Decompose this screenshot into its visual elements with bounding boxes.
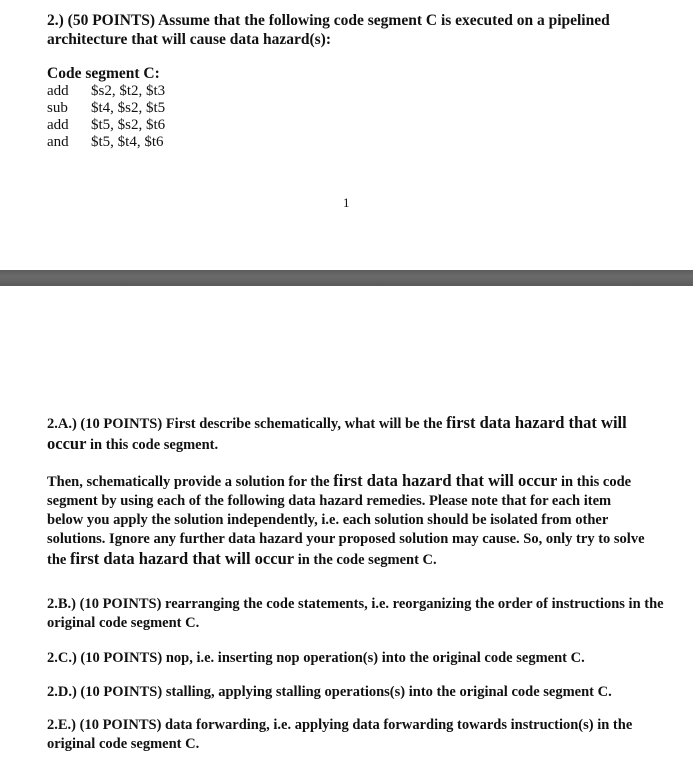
then-paragraph — [47, 471, 647, 570]
then-emphasis-2: first data hazard that will occur — [69, 549, 295, 568]
part-b-paragraph: 2.B.) (10 POINTS) rearranging the code statements, i.e. reorganizing the order of instructions in the original code segment C. — [47, 596, 664, 631]
code-line — [47, 134, 164, 151]
code-args: $t4, $s2, $t5 — [91, 100, 166, 116]
then-text-1: Then, schematically provide a solution for the — [47, 474, 334, 490]
question-heading: 2.) (50 POINTS) Assume that the following code segment C is executed on a pipelined architecture that will cause data hazard(s): — [47, 12, 610, 48]
code-line — [47, 83, 165, 100]
part-e-paragraph: 2.E.) (10 POINTS) data forwarding, i.e. applying data forwarding towards instruction(s) in the original code segment C. — [47, 717, 633, 752]
part-a-text: 2.A.) (10 POINTS) First describe schematically, what will be the — [47, 416, 447, 432]
code-op: add — [47, 83, 69, 99]
then-text-2: in this code segment by using each of the following data hazard remedies. Please note that for each item below you apply the solution independently, i.e. each solution should be isolated from other solutions. Ignore any further data hazard your proposed solution may cause. So, only try to solve the — [47, 474, 645, 568]
code-line — [47, 117, 165, 134]
code-args: $t5, $s2, $t6 — [91, 117, 166, 133]
then-emphasis-1: first data hazard that will occur — [333, 471, 558, 490]
code-args: $t5, $t4, $t6 — [91, 134, 164, 150]
code-args: $s2, $t2, $t3 — [91, 83, 166, 99]
then-text-3: in the code segment C. — [294, 552, 437, 568]
part-a-emphasis: first data hazard that will occur — [47, 413, 627, 453]
code-op: add — [47, 117, 69, 133]
part-d-paragraph: 2.D.) (10 POINTS) stalling, applying stalling operations(s) into the original code segment C. — [47, 684, 612, 700]
part-a-text-end: in this code segment. — [86, 437, 219, 453]
code-segment-heading: Code segment C: — [47, 65, 160, 82]
part-a-paragraph — [47, 413, 637, 455]
page-number: 1 — [343, 195, 350, 210]
part-c-paragraph: 2.C.) (10 POINTS) nop, i.e. inserting nop operation(s) into the original code segment C. — [47, 650, 585, 666]
code-op: sub — [47, 100, 68, 116]
code-op: and — [47, 134, 69, 150]
page-separator — [0, 270, 693, 286]
code-line — [47, 100, 165, 117]
